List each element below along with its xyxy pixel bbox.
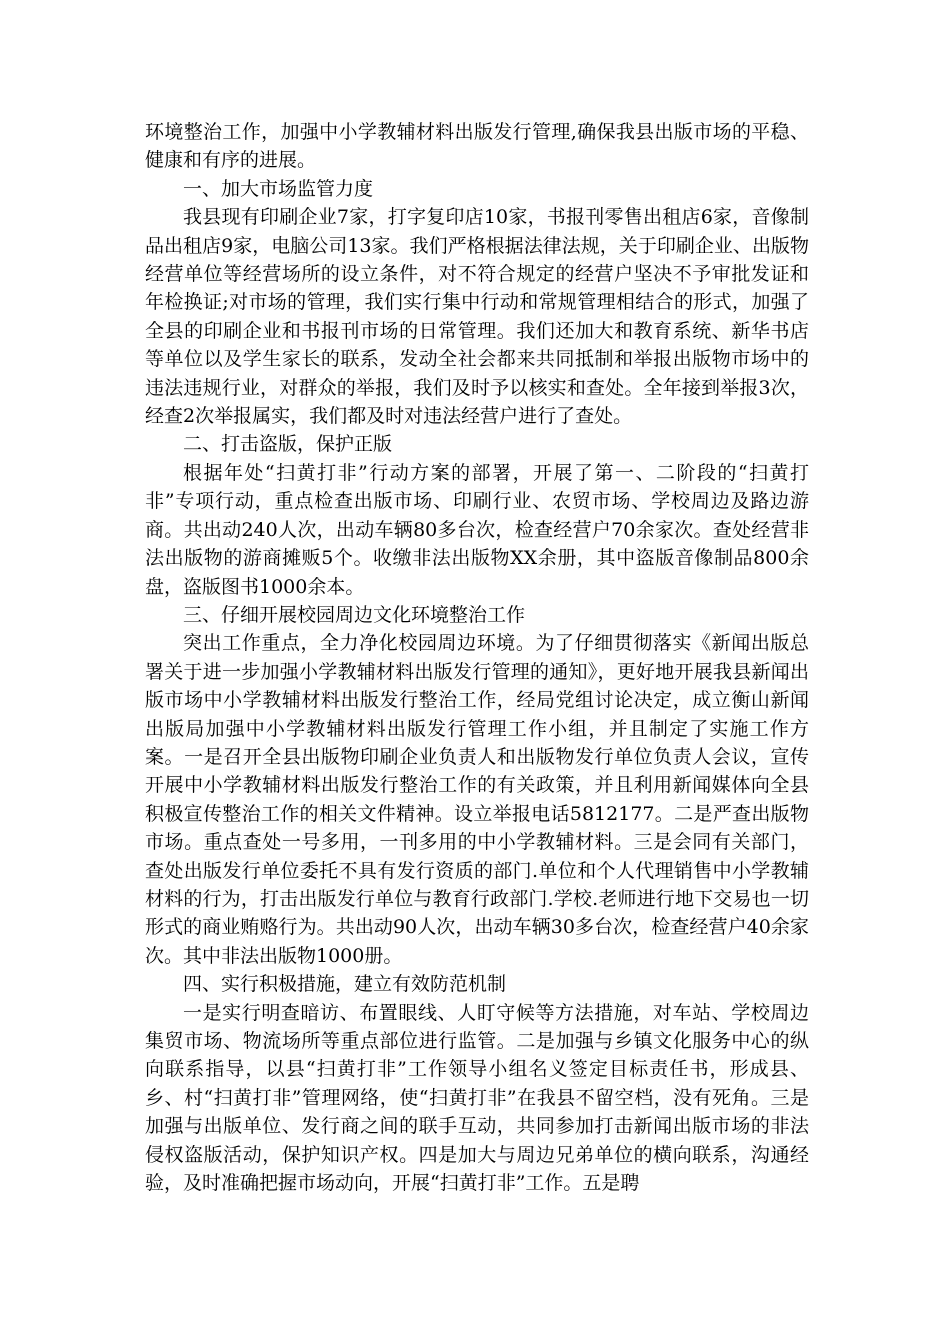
section-heading-4: 四、实行积极措施，建立有效防范机制 (183, 973, 507, 996)
paragraph-continued: 环境整治工作，加强中小学教辅材料出版发行管理,确保我县出版市场的平稳、健康和有序的进展。 (145, 121, 809, 172)
section-heading-1: 一、加大市场监管力度 (183, 177, 374, 200)
section-heading-3: 三、仔细开展校园周边文化环境整治工作 (183, 603, 526, 626)
paragraph-prevention-mechanism: 一是实行明查暗访、布置眼线、人盯守候等方法措施，对车站、学校周边集贸市场、物流场所等重点部位进行监管。二是加强与乡镇文化服务中心的纵向联系指导，以县“扫黄打非”工作领导小组名义签定目标责任书，形成县、乡、村“扫黄打非”管理网络，使“扫黄打非”在我县不留空档，没有死角。三是加强与出版单位、发行商之间的联手互动，共同参加打击新闻出版市场的非法侵权盗版活动，保护知识产权。四是加大与周边兄弟单位的横向联系，沟通经验，及时准确把握市场动向，开展“扫黄打非”工作。五是聘 (145, 1001, 809, 1195)
document-body (145, 118, 809, 1197)
section-heading-2: 二、打击盗版，保护正版 (183, 433, 393, 456)
paragraph-anti-piracy: 根据年处“扫黄打非”行动方案的部署，开展了第一、二阶段的“扫黄打非”专项行动，重点检查出版市场、印刷行业、农贸市场、学校周边及路边游商。共出动240人次，出动车辆80多台次，检查经营户70余家次。查处经营非法出版物的游商摊贩5个。收缴非法出版物XX余册，其中盗版音像制品800余盘，盗版图书1000余本。 (145, 461, 809, 598)
paragraph-market-supervision: 我县现有印刷企业7家，打字复印店10家，书报刊零售出租店6家，音像制品出租店9家，电脑公司13家。我们严格根据法律法规，关于印刷企业、出版物经营单位等经营场所的设立条件，对不符合规定的经营户坚决不予审批发证和年检换证;对市场的管理，我们实行集中行动和常规管理相结合的形式，加强了全县的印刷企业和书报刊市场的日常管理。我们还加大和教育系统、新华书店等单位以及学生家长的联系，发动全社会都来共同抵制和举报出版物市场中的违法违规行业，对群众的举报，我们及时予以核实和查处。全年接到举报3次，经查2次举报属实，我们都及时对违法经营户进行了查处。 (145, 206, 809, 428)
paragraph-campus-environment: 突出工作重点，全力净化校园周边环境。为了仔细贯彻落实《新闻出版总署关于进一步加强小学教辅材料出版发行管理的通知》，更好地开展我县新闻出版市场中小学教辅材料出版发行整治工作，经局党组讨论决定，成立衡山新闻出版局加强中小学教辅材料出版发行管理工作小组，并且制定了实施工作方案。一是召开全县出版物印刷企业负责人和出版物发行单位负责人会议，宣传开展中小学教辅材料出版发行整治工作的有关政策，并且利用新闻媒体向全县积极宣传整治工作的相关文件精神。设立举报电话5812177。二是严查出版物市场。重点查处一号多用，一刊多用的中小学教辅材料。三是会同有关部门，查处出版发行单位委托不具有发行资质的部门.单位和个人代理销售中小学教辅材料的行为，打击出版发行单位与教育行政部门.学校.老师进行地下交易也一切形式的商业贿赂行为。共出动90人次，出动车辆30多台次，检查经营户40余家次。其中非法出版物1000册。 (145, 632, 809, 967)
